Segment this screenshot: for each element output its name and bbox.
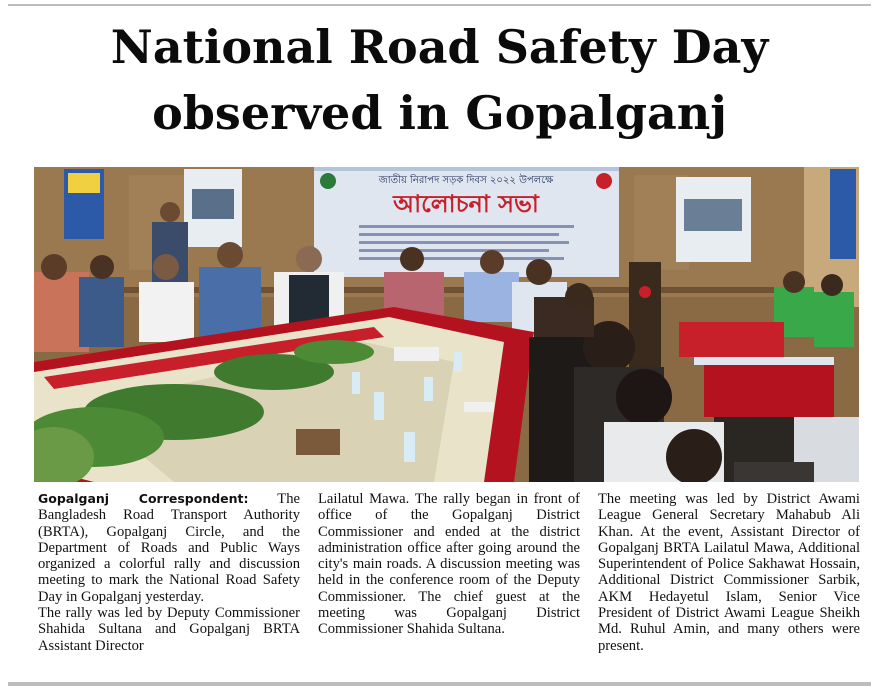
banner-title: আলোচনা সভা <box>393 190 539 218</box>
paragraph-intro <box>38 491 300 605</box>
side-table <box>679 322 784 357</box>
article-column-3 <box>598 491 860 654</box>
headline-line-1: National Road Safety Day <box>110 20 769 74</box>
byline: Gopalganj Correspondent: <box>38 491 249 506</box>
paragraph-rally-continued: Lailatul Mawa. The rally began in front of office of the Gopalganj District Commissioner and ended at the district administration office after going around the city's main roads. A discussion meeting was held in the conference room of the Deputy Commissioner. The chief guest at the meeting was Gopalganj District Commissioner Shahida Sultana. <box>318 491 580 638</box>
banner-subtitle: জাতীয় নিরাপদ সড়ক দিবস ২০২২ উপলক্ষে <box>378 175 554 186</box>
paragraph-rally: The rally was led by Deputy Commissioner Shahida Sultana and Gopalganj BRTA Assistant Director <box>38 605 300 654</box>
paragraph-meeting: The meeting was led by District Awami League General Secretary Mahabub Ali Khan. At the event, Assistant Director of Gopalganj BRTA Lailatul Mawa, Additional Superintendent of Police Sakhawat Hossain, Additional District Commissioner Sarbik, AKM Hedayetul Islam, Senior Vice President of District Awami League Sheikh Md. Ruhul Amin, and many others were present. <box>598 491 860 654</box>
intro-text: The Bangladesh Road Transport Authority (BRTA), Gopalganj Circle, and the Department of Roads and Public Ways organized a colorful rally and discussion meeting to mark the National Road Safety Day in Gopalganj yesterday. <box>38 491 300 605</box>
article-column-1 <box>38 491 300 654</box>
conference-room-illustration <box>34 167 859 482</box>
top-rule <box>8 4 871 6</box>
headline-line-2: observed in Gopalganj <box>152 86 727 140</box>
article-body <box>38 491 859 673</box>
article-column-2 <box>318 491 580 638</box>
event-photo <box>34 167 859 482</box>
bottom-rule <box>8 682 871 686</box>
